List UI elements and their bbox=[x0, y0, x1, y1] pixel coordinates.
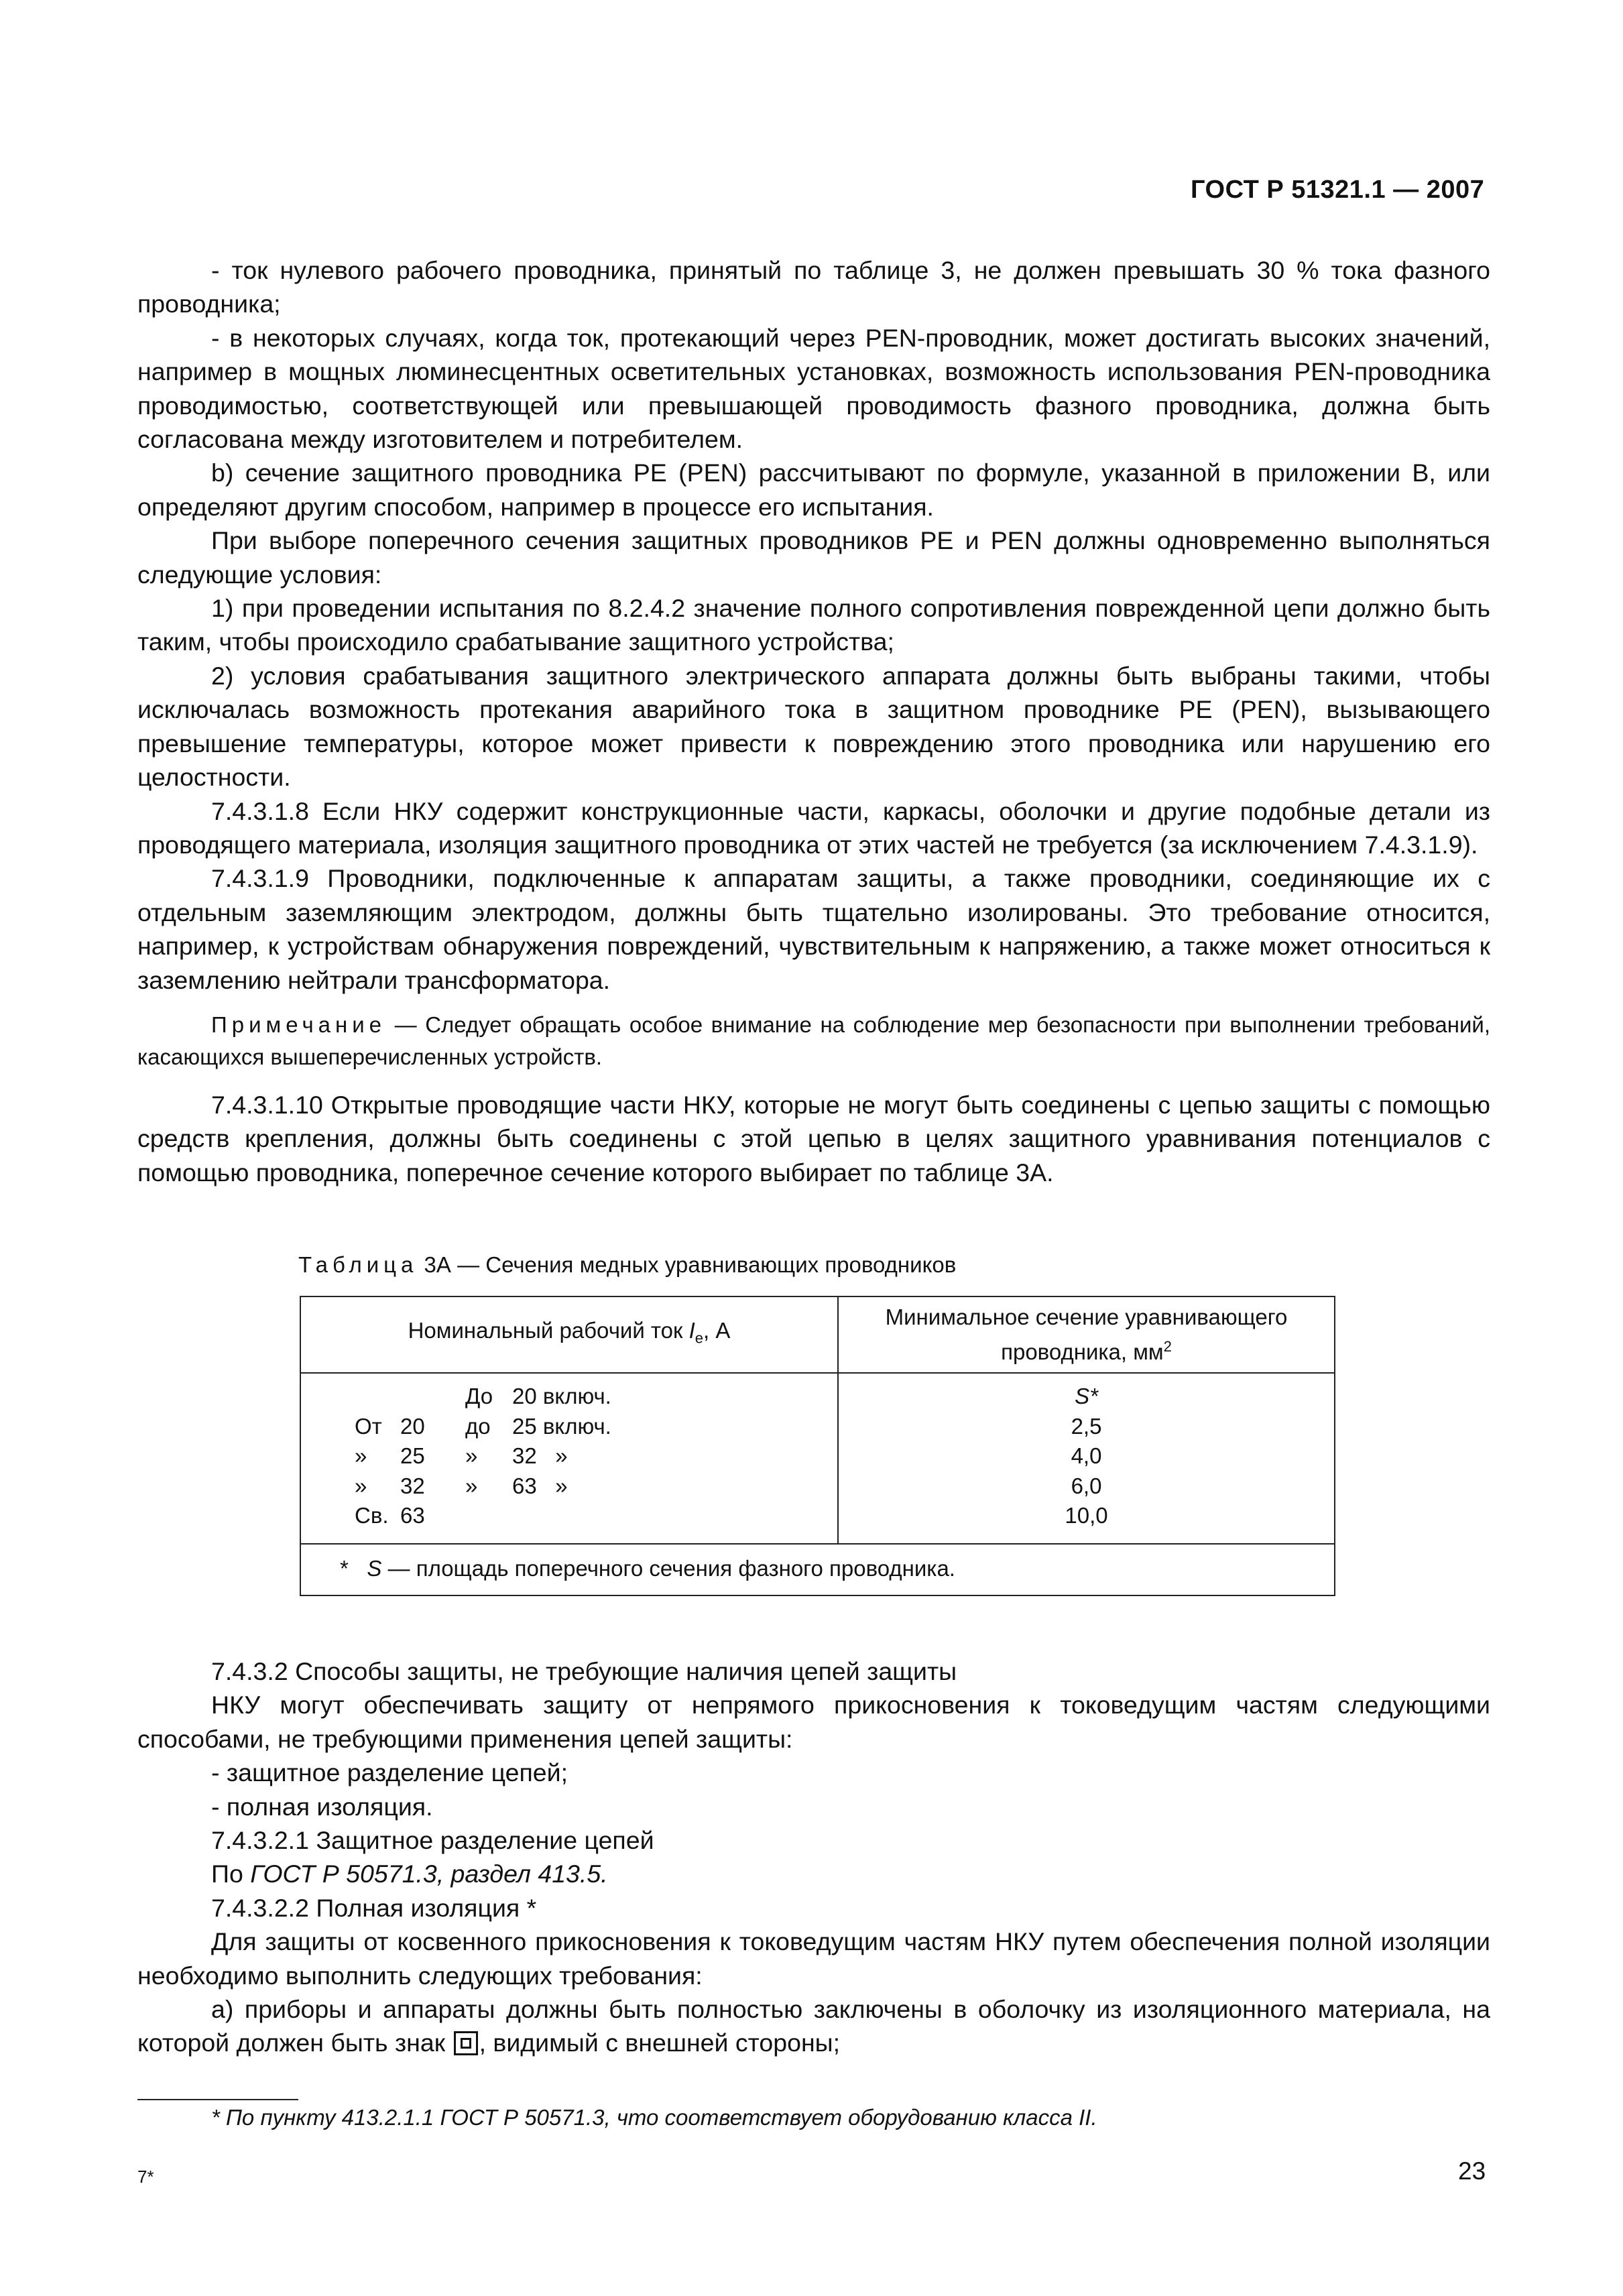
table-cell-value: 6,0 bbox=[1071, 1473, 1102, 1498]
table-cell-current: 25 bbox=[400, 1443, 425, 1468]
table-cell-current: 32 » bbox=[512, 1443, 568, 1468]
table-cell-value: 2,5 bbox=[1071, 1413, 1102, 1439]
table-cell-current: 63 bbox=[400, 1503, 425, 1528]
section-heading: 7.4.3.2.2 Полная изоляция * bbox=[211, 1893, 537, 1922]
document-body-continued bbox=[137, 1654, 1490, 2060]
table-cell-current: 32 bbox=[400, 1473, 425, 1498]
paragraph: - в некоторых случаях, когда ток, протекающий через PEN-проводник, может достигать высоких значений, например в мощных люминесцентных осветительных установках, возможность использования PEN-проводника проводимостью, соответствующей или превышающей проводимость фазного проводника, должна быть согласована между изготовителем и потребителем. bbox=[137, 323, 1490, 454]
paragraph: - ток нулевого рабочего проводника, принятый по таблице 3, не должен превышать 30 % тока фазного проводника; bbox=[137, 256, 1490, 318]
table-3a bbox=[300, 1296, 1335, 1596]
page-mark: 7* bbox=[137, 2167, 154, 2187]
table-cell-current: От bbox=[355, 1413, 382, 1439]
paragraph: Для защиты от косвенного прикосновения к токоведущим частям НКУ путем обеспечения полной изоляции необходимо выполнить следующих требования: bbox=[137, 1927, 1490, 1990]
table-caption bbox=[298, 1252, 956, 1278]
double-square-class-ii-icon bbox=[454, 2031, 478, 2055]
table-cell-current: До bbox=[465, 1384, 493, 1408]
list-item-a: а) приборы и аппараты должны быть полностью заключены в оболочку из изоляционного материала, на которой должен быть знак , видимый с внешней стороны; bbox=[137, 1995, 1490, 2057]
table-cell-current: 20 включ. bbox=[512, 1384, 611, 1408]
footnote-rule bbox=[137, 2099, 298, 2100]
paragraph: b) сечение защитного проводника PE (PEN) рассчитывают по формуле, указанной в приложении В, или определяют другим способом, например в процессе его испытания. bbox=[137, 459, 1490, 521]
table-cell-current: 63 » bbox=[512, 1473, 568, 1498]
document-body bbox=[137, 253, 1490, 1189]
table-col-current bbox=[300, 1373, 838, 1544]
table-col-section bbox=[838, 1373, 1335, 1544]
section-heading: 7.4.3.2.1 Защитное разделение цепей bbox=[211, 1826, 654, 1855]
paragraph: При выборе поперечного сечения защитных проводников PE и PEN должны одновременно выполняться следующие условия: bbox=[137, 526, 1490, 589]
paragraph-7-4-3-1-10: 7.4.3.1.10 Открытые проводящие части НКУ, которые не могут быть соединены с цепью защиты с помощью средств крепления, должны быть соединены с этой цепью в целях защитного уравнивания потенциалов с помощью проводника, поперечное сечение которого выбирает по таблице 3А. bbox=[137, 1090, 1490, 1187]
table-cell-current: до bbox=[465, 1413, 491, 1439]
note-label: Примечание bbox=[211, 1012, 387, 1037]
note-text: — Следует обращать особое внимание на соблюдение мер безопасности при выполнении требований, касающихся вышеперечисленных устройств. bbox=[137, 1012, 1490, 1069]
reference: По ГОСТ Р 50571.3, раздел 413.5. bbox=[211, 1860, 608, 1888]
paragraph: 7.4.3.1.8 Если НКУ содержит конструкционные части, каркасы, оболочки и другие подобные детали из проводящего материала, изоляция защитного проводника от этих частей не требуется (за исключением 7.4.3.1.9). bbox=[137, 796, 1490, 859]
page-footnote: * По пункту 413.2.1.1 ГОСТ Р 50571.3, что соответствует оборудованию класса II. bbox=[211, 2105, 1097, 2130]
paragraph: НКУ могут обеспечивать защиту от непрямого прикосновения к токоведущим частям следующими способами, не требующими применения цепей защиты: bbox=[137, 1691, 1490, 1753]
table-cell-value: 10,0 bbox=[1065, 1503, 1108, 1528]
table-caption-label: Таблица bbox=[298, 1252, 418, 1277]
page-number: 23 bbox=[1458, 2157, 1486, 2185]
table-header-current: Номинальный рабочий ток $I_e$, А bbox=[300, 1296, 838, 1373]
list-item: - полная изоляция. bbox=[211, 1792, 433, 1821]
table-cell-current: 20 bbox=[400, 1413, 425, 1439]
table-cell-current: Св. bbox=[355, 1503, 389, 1528]
table-footnote: * S — площадь поперечного сечения фазного проводника. bbox=[300, 1544, 1335, 1595]
document-code: ГОСТ Р 51321.1 — 2007 bbox=[1191, 176, 1485, 204]
paragraph: 2) условия срабатывания защитного электрического аппарата должны быть выбраны такими, чтобы исключалась возможность протекания аварийного тока в защитном проводнике PE (PEN), вызывающего превышение температуры, которое может привести к повреждению этого проводника или нарушению его целостности. bbox=[137, 661, 1490, 792]
table-cell-current: » bbox=[465, 1473, 478, 1498]
section-heading: 7.4.3.2 Способы защиты, не требующие наличия цепей защиты bbox=[211, 1657, 957, 1685]
paragraph: 7.4.3.1.9 Проводники, подключенные к аппаратам защиты, а также проводники, соединяющие их с отдельным заземляющим электродом, должны быть тщательно изолированы. Это требование относится, например, к устройствам обнаружения повреждений, чувствительным к напряжению, а также может относиться к заземлению нейтрали трансформатора. bbox=[137, 864, 1490, 994]
table-cell-current: » bbox=[355, 1473, 367, 1498]
table-caption-title: 3А — Сечения медных уравнивающих проводников bbox=[418, 1252, 957, 1277]
table-cell-value: 4,0 bbox=[1071, 1443, 1102, 1468]
table-header-section: Минимальное сечение уравнивающего проводника, $мм^2$ bbox=[838, 1296, 1335, 1373]
note bbox=[137, 1009, 1490, 1073]
table-cell-value: S* bbox=[1075, 1384, 1098, 1408]
table-cell-current: » bbox=[465, 1443, 478, 1468]
list-item: - защитное разделение цепей; bbox=[211, 1758, 568, 1787]
table-cell-current: » bbox=[355, 1443, 367, 1468]
table-cell-current: 25 включ. bbox=[512, 1413, 611, 1439]
paragraph: 1) при проведении испытания по 8.2.4.2 значение полного сопротивления поврежденной цепи должно быть таким, чтобы происходило срабатывание защитного устройства; bbox=[137, 594, 1490, 656]
